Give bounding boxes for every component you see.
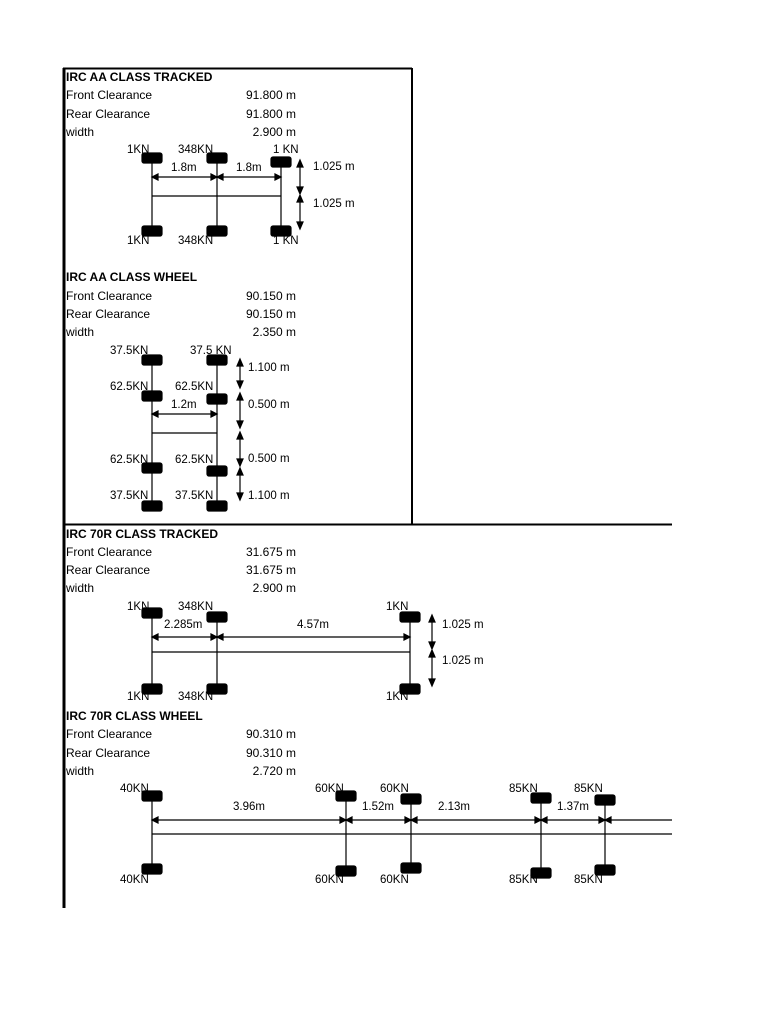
spec-label: Front Clearance bbox=[66, 727, 153, 741]
spacing-label: 1.37m bbox=[557, 801, 589, 813]
spacing-label: 2.13m bbox=[438, 801, 470, 813]
spec-label: Rear Clearance bbox=[66, 307, 151, 321]
load-label: 85KN bbox=[509, 783, 538, 795]
spec-value: 90.150 m bbox=[245, 307, 296, 321]
spec-label: Front Clearance bbox=[66, 545, 153, 559]
spec-value: 2.720 m bbox=[252, 764, 296, 778]
spec-value: 31.675 m bbox=[245, 545, 296, 559]
spec-label: width bbox=[66, 125, 95, 139]
load-label: 62.5KN bbox=[175, 454, 214, 466]
load-label: 85KN bbox=[574, 874, 603, 886]
spec-label: width bbox=[66, 581, 95, 595]
load-label: 37.5KN bbox=[175, 490, 214, 502]
side-dimension-label: 1.025 m bbox=[313, 198, 355, 210]
load-label: 37.5KN bbox=[110, 345, 149, 357]
side-dimension-label: 1.025 m bbox=[442, 655, 484, 667]
spec-value: 2.900 m bbox=[252, 581, 296, 595]
spec-label: Rear Clearance bbox=[66, 563, 151, 577]
side-dimension-label: 1.025 m bbox=[313, 161, 355, 173]
spacing-label: 2.285m bbox=[164, 619, 203, 631]
spacing-label: 1.52m bbox=[362, 801, 394, 813]
spec-value: 2.900 m bbox=[252, 125, 296, 139]
side-dimension-label: 1.100 m bbox=[248, 490, 290, 502]
load-label: 1KN bbox=[127, 235, 150, 247]
load-label: 1KN bbox=[127, 601, 150, 613]
spec-value: 91.800 m bbox=[245, 88, 296, 102]
spec-value: 91.800 m bbox=[245, 107, 296, 121]
load-label: 85KN bbox=[574, 783, 603, 795]
side-dimension-label: 1.100 m bbox=[248, 362, 290, 374]
load-label: 60KN bbox=[315, 783, 344, 795]
section-title-70r-wheel: IRC 70R CLASS WHEEL bbox=[66, 709, 203, 723]
load-label: 60KN bbox=[380, 783, 409, 795]
section-title-70r-tracked: IRC 70R CLASS TRACKED bbox=[66, 527, 219, 541]
spec-label: Front Clearance bbox=[66, 88, 153, 102]
spec-value: 90.150 m bbox=[245, 289, 296, 303]
load-label: 348KN bbox=[178, 144, 214, 156]
spacing-label: 1.8m bbox=[236, 162, 262, 174]
spec-label: width bbox=[66, 325, 95, 339]
load-label: 1KN bbox=[127, 691, 150, 703]
load-label: 1KN bbox=[127, 144, 150, 156]
spec-value: 90.310 m bbox=[245, 727, 296, 741]
side-dimension-label: 0.500 m bbox=[248, 399, 290, 411]
spacing-label: 4.57m bbox=[297, 619, 329, 631]
spec-label: width bbox=[66, 764, 95, 778]
spacing-label: 3.96m bbox=[233, 801, 265, 813]
load-label: 62.5KN bbox=[110, 454, 149, 466]
spec-value: 90.310 m bbox=[245, 746, 296, 760]
load-label: 85KN bbox=[509, 874, 538, 886]
load-label: 40KN bbox=[120, 874, 149, 886]
spec-label: Rear Clearance bbox=[66, 107, 151, 121]
load-label: 348KN bbox=[178, 601, 214, 613]
side-dimension-label: 1.025 m bbox=[442, 619, 484, 631]
spacing-label: 1.2m bbox=[171, 399, 197, 411]
load-label: 1KN bbox=[386, 601, 409, 613]
spec-value: 2.350 m bbox=[252, 325, 296, 339]
spec-label: Front Clearance bbox=[66, 289, 153, 303]
load-label: 37.5KN bbox=[110, 490, 149, 502]
section-title-aa-tracked: IRC AA CLASS TRACKED bbox=[66, 70, 213, 84]
load-label: 40KN bbox=[120, 783, 149, 795]
side-dimension-label: 0.500 m bbox=[248, 453, 290, 465]
load-label: 62.5KN bbox=[110, 381, 149, 393]
load-label: 60KN bbox=[380, 874, 409, 886]
spacing-label: 1.8m bbox=[171, 162, 197, 174]
spec-value: 31.675 m bbox=[245, 563, 296, 577]
load-label: 62.5KN bbox=[175, 381, 214, 393]
section-title-aa-wheel: IRC AA CLASS WHEEL bbox=[66, 270, 198, 284]
load-label: 348KN bbox=[178, 235, 214, 247]
load-label: 1 KN bbox=[273, 235, 299, 247]
load-label: 37.5 KN bbox=[190, 345, 232, 357]
load-label: 60KN bbox=[315, 874, 344, 886]
spec-label: Rear Clearance bbox=[66, 746, 151, 760]
load-label: 1KN bbox=[386, 691, 409, 703]
load-label: 1 KN bbox=[273, 144, 299, 156]
load-label: 348KN bbox=[178, 691, 214, 703]
